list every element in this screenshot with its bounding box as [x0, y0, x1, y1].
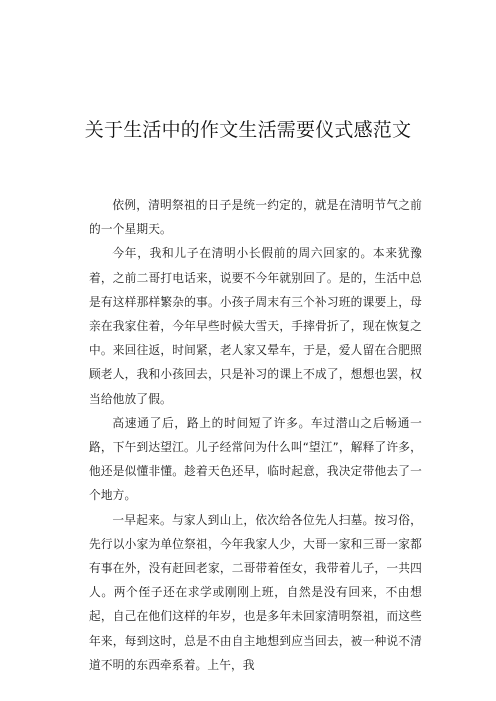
- paragraph: 一早起来。与家人到山上，依次给各位先人扫墓。按习俗，先行以小家为单位祭祖，今年我家人少，大哥一家和三哥一家都有事在外，没有赶回老家，二哥带着侄女，我带着儿子，一共四人。两个侄子还在求学或刚刚上班，自然是没有回来，不由想起，自己在他们这样的年岁，也是多年未回家清明祭祖，而这些年来，每到这时，总是不由自主地想到应当回去，被一种说不清道不明的东西牵系着。上午，我: [89, 512, 422, 672]
- document-body: [89, 193, 422, 677]
- document-title: 关于生活中的作文生活需要仪式感范文: [84, 119, 412, 141]
- paragraph: 今年，我和儿子在清明小长假前的周六回家的。本来犹豫着，之前二哥打电话来，说要不今年就别回了。是的，生活中总是有这样那样繁杂的事。小孩子周末有三个补习班的课要上，母亲在我家住着，今年早些时候大雪天，手摔骨折了，现在恢复之中。来回往返，时间紧，老人家又晕车，于是，爱人留在合肥照顾老人，我和小孩回去，只是补习的课上不成了，想想也罢，权当给他放了假。: [89, 246, 422, 406]
- paragraph: 依例，清明祭祖的日子是统一约定的，就是在清明节气之前的一个星期天。: [89, 198, 422, 237]
- paragraph: 高速通了后，路上的时间短了许多。车过潜山之后畅通一路，下午到达望江。儿子经常问为什么叫“望江”，解释了许多，他还是似懂非懂。趁着天色还早，临时起意，我决定带他去了一个地方。: [89, 415, 422, 503]
